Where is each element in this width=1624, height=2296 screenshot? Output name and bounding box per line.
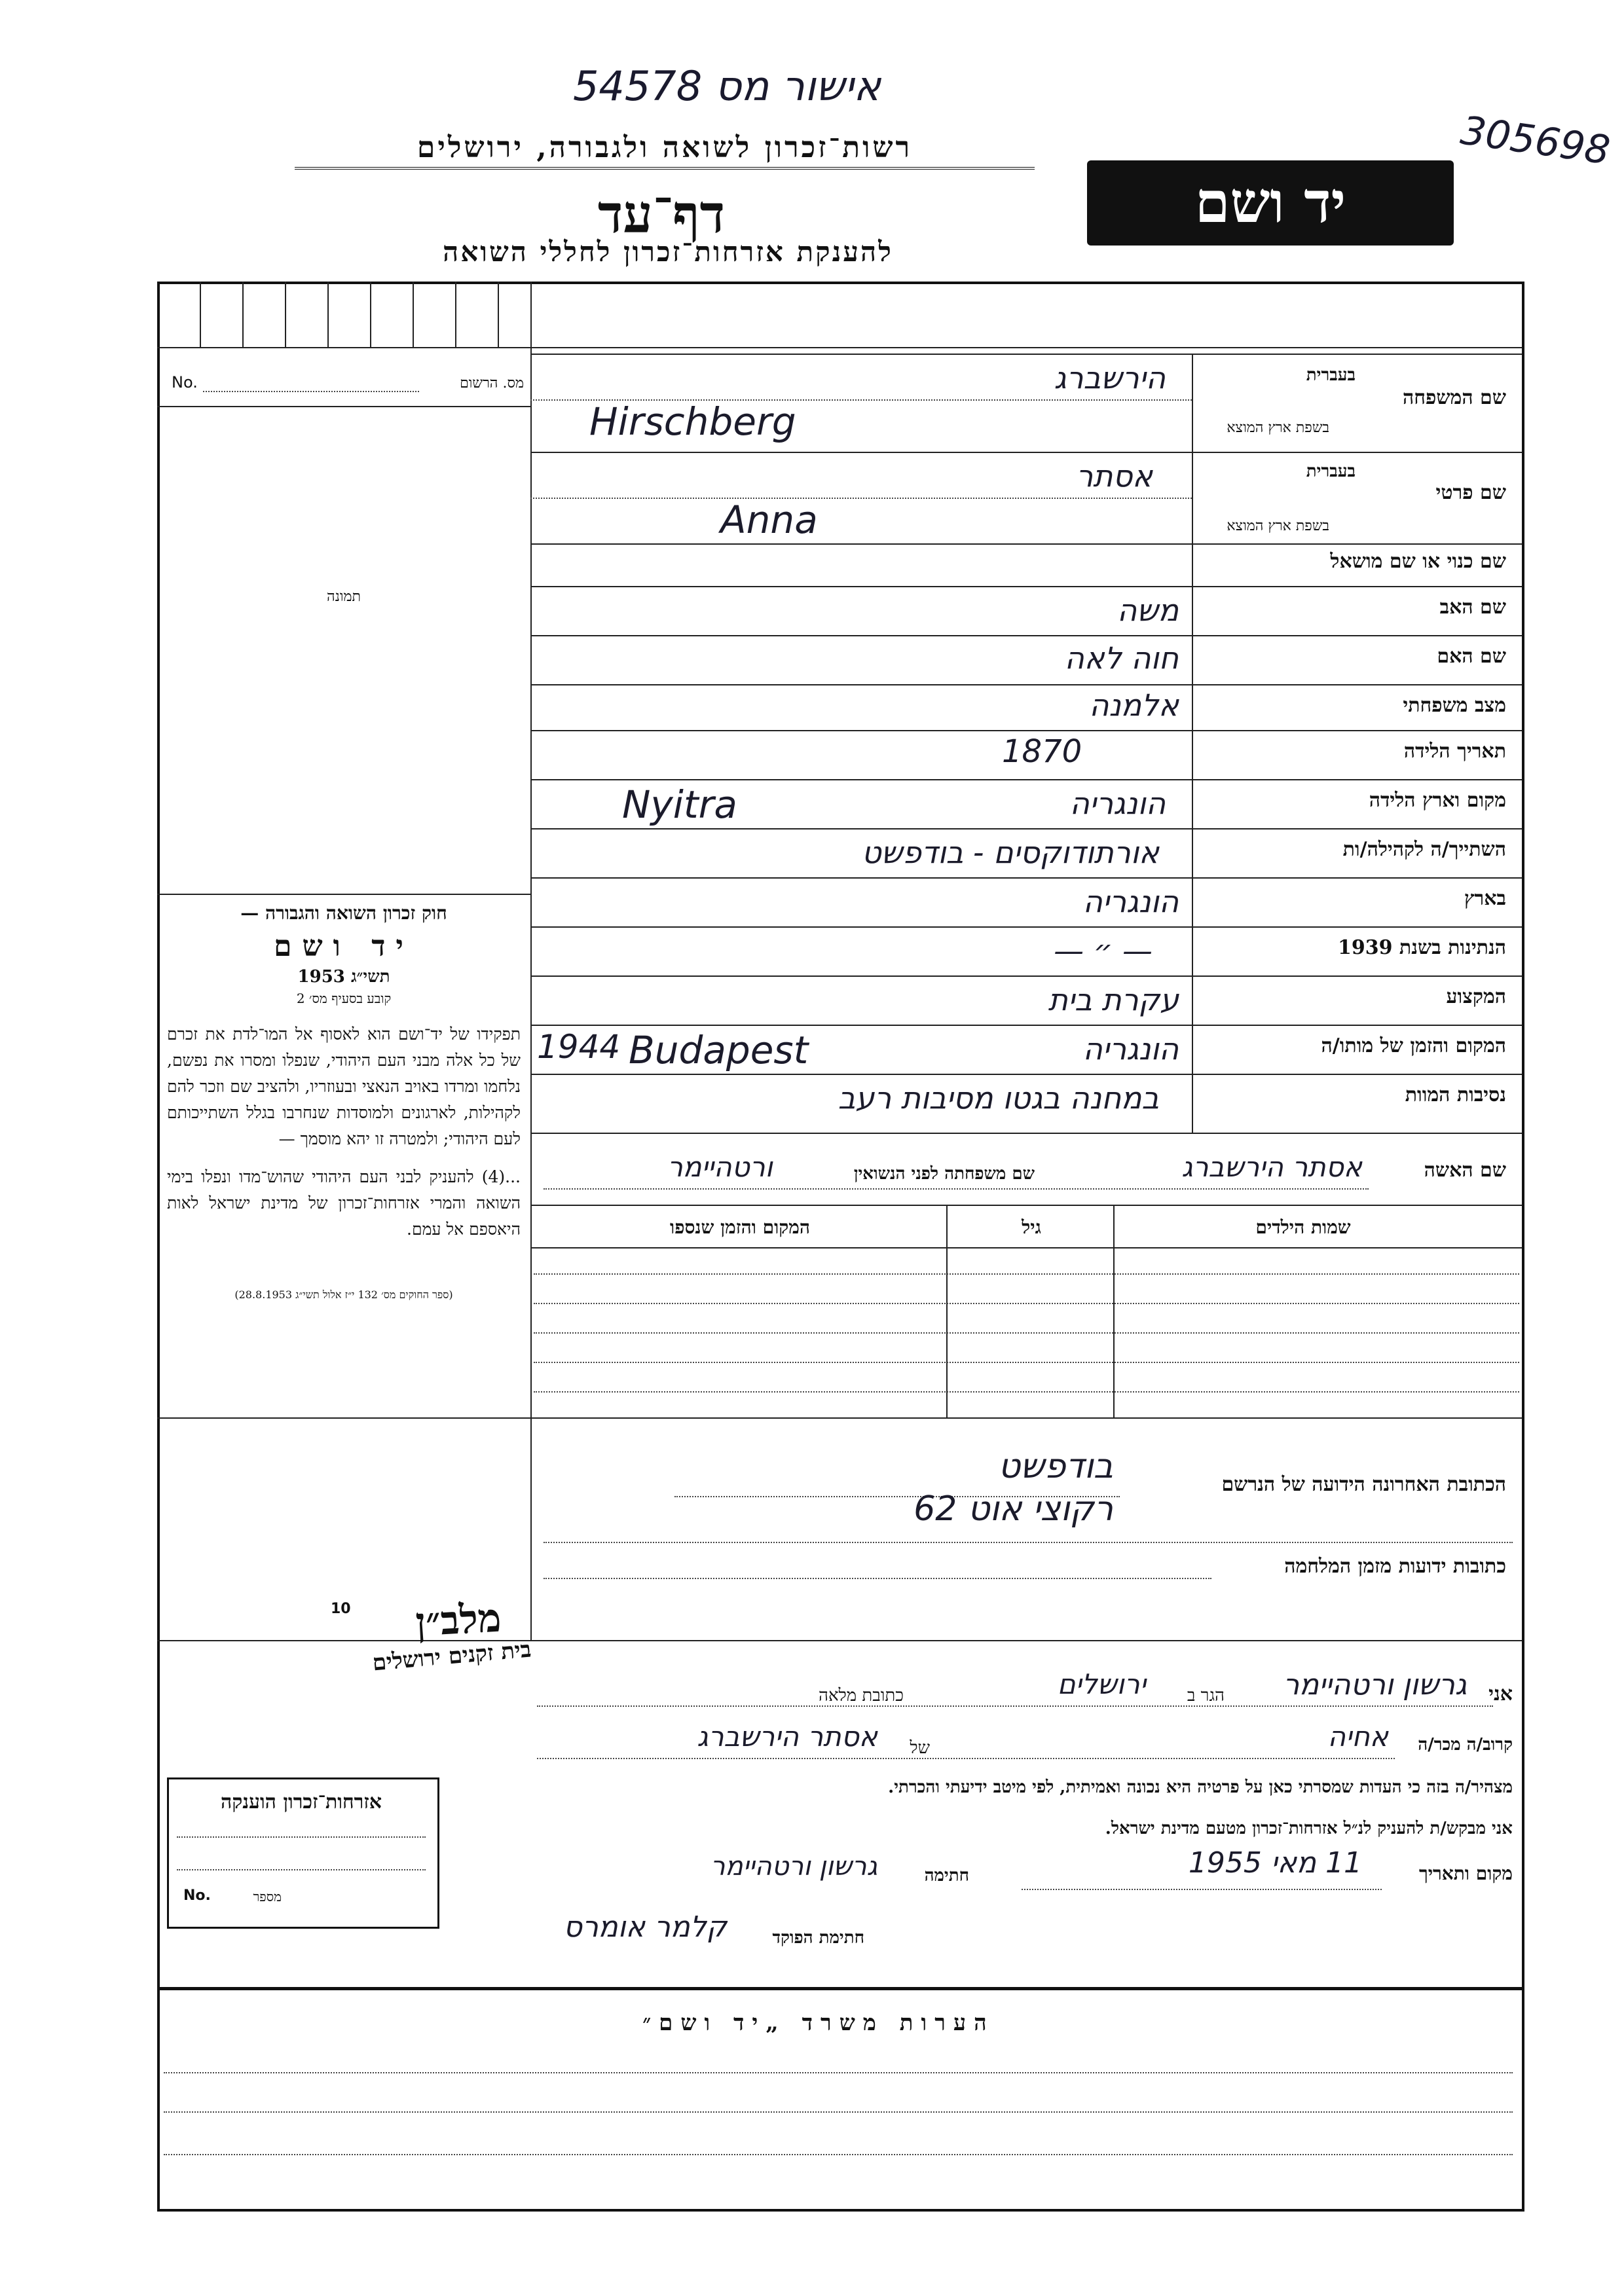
spouse-value: אסתר הירשברג (1181, 1151, 1362, 1183)
law-year: תשי״ג 1953 (297, 967, 390, 987)
of-label: של (910, 1738, 930, 1758)
death-place-label: המקום והזמן של מותו/ה (1321, 1034, 1506, 1057)
first-name-label: שם פרטי (1435, 481, 1506, 504)
death-cause-value: במחנה בגטו מסיבות רעב (838, 1080, 1159, 1116)
marital-value: אלמנה (1089, 687, 1179, 723)
community-value: אורתודוקסים - בודפשט (861, 835, 1159, 870)
first-name-hebrew-label: בעברית (1306, 462, 1356, 481)
last-address-line2: רקוצי אוט 62 (913, 1489, 1113, 1529)
form-subtitle: להענקת אזרחות־זכרון לחללי השואה (443, 236, 893, 268)
law-clause: ...(4) להעניק לבני העם היהודי שהוש־מדו ונפלו בימי השואה והמרי אזרחות־זכרון של מדינת ישראל לאות היאספם אל עמם. (167, 1167, 521, 1239)
request-text: אני מבקש/ת להעניק לנ״ל אזרחות־זכרון מטעם מדינת ישראל. (1105, 1819, 1513, 1838)
profession-value: עקרת בית (1048, 982, 1179, 1017)
relation-value: אחיה (1327, 1721, 1388, 1753)
stamp-line2: בית זקנים ירושלים (371, 1636, 532, 1677)
family-name-hebrew: הירשברג (1054, 360, 1166, 395)
law-block (167, 897, 521, 1302)
form-title: דף־עד (597, 183, 726, 245)
country-label: בארץ (1464, 887, 1506, 910)
birthplace-latin: Nyitra (622, 782, 737, 827)
law-name: יד ושם (274, 930, 414, 963)
death-year: 1944 (537, 1028, 621, 1066)
first-name-origin: Anna (720, 498, 818, 542)
birthplace-label: מקום וארץ הלידה (1369, 789, 1506, 812)
first-name-hebrew: אסתר (1076, 458, 1153, 494)
reg-no-en: No. (172, 373, 198, 392)
last-address-line1: בודפשט (998, 1447, 1113, 1486)
citizenship-value: — ״ — (1054, 933, 1153, 968)
corner-number: 305698 (1458, 107, 1613, 174)
citizenship-label: הנתינות בשנת 1939 (1337, 936, 1506, 959)
children-place-header: המקום והזמן שנספו (670, 1216, 810, 1238)
official-signature-value: קלמר אומרס (563, 1910, 727, 1944)
granted-box-no-en: No. (183, 1887, 211, 1904)
relative-label: קרוב/ה מכר/ה (1418, 1735, 1513, 1755)
family-name-label: שם המשפחה (1402, 386, 1506, 409)
full-address-label: כתובת מלאה (819, 1686, 904, 1705)
death-place-latin: Budapest (629, 1028, 809, 1072)
family-name-hebrew-label: בעברית (1306, 365, 1356, 385)
spouse-label: שם האשה (1424, 1159, 1506, 1182)
stamp-line1: מלב״ן (414, 1595, 503, 1646)
declarant-name: גרשון ורטהיימר (1283, 1668, 1467, 1702)
birth-date-label: תאריך הלידה (1403, 740, 1506, 763)
maiden-value: ורטהיימר (667, 1151, 773, 1183)
first-name-origin-label: בשפת ארץ המוצא (1227, 518, 1329, 534)
nickname-label: שם כנוי או שם מושאל (1330, 550, 1506, 573)
last-address-label: הכתובת האחרונה הידועה של הנרשם (1221, 1473, 1506, 1496)
official-signature-label: חתימת הפוקד (772, 1928, 864, 1948)
wartime-address-label: כתובות ידועות מזמן המלחמה (1284, 1555, 1506, 1578)
granted-box-no-label: מספר (253, 1889, 282, 1904)
father-label: שם האב (1439, 596, 1506, 619)
father-value: משה (1117, 592, 1179, 628)
marital-label: מצב משפחתי (1403, 694, 1506, 717)
office-notes-title: הערות משרד „יד ושם״ (642, 2010, 995, 2036)
authority-line: רשות־זכרון לשואה ולגבורה, ירושלים (295, 131, 1035, 170)
photo-label: תמונה (327, 589, 361, 605)
birthplace-value: הונגריה (1069, 786, 1166, 821)
country-value: הונגריה (1082, 884, 1179, 919)
profession-label: המקצוע (1446, 985, 1506, 1008)
declare-text: מצהיר/ה בזה כי העדות שמסרתי כאן על פרטיה היא נכונה ואמיתית, לפי מיטב ידיעתי והכרתי. (888, 1777, 1513, 1797)
community-label: השתייך/ה לקהילה/ות (1342, 838, 1506, 861)
law-reference: (ספר החוקים מס׳ 132 י״ז אלול תשי״ג 28.8.1953) (234, 1288, 453, 1301)
yad-vashem-logo: יד ושם (1087, 160, 1454, 246)
mother-label: שם האם (1437, 645, 1506, 668)
reg-no-label: מס. הרשום (460, 375, 524, 392)
family-name-origin: Hirschberg (589, 399, 796, 444)
stamp-number: 10 (331, 1601, 351, 1617)
approval-annotation: אישור מס 54578 (572, 62, 881, 110)
death-place-value: הונגריה (1082, 1031, 1179, 1066)
signature-value: גרשון ורטהיימר (710, 1851, 877, 1882)
birth-date-value: 1870 (1002, 733, 1082, 770)
signature-label: חתימה (924, 1866, 969, 1886)
i-label: אני (1488, 1683, 1513, 1705)
law-title: חוק זכרון השואה והגבורה — (240, 902, 447, 924)
death-cause-label: נסיבות המוות (1405, 1084, 1506, 1106)
family-name-origin-label: בשפת ארץ המוצא (1227, 420, 1329, 436)
resides-label: הגר ב (1187, 1686, 1225, 1705)
children-names-header: שמות הילדים (1255, 1216, 1351, 1238)
children-age-header: גיל (1022, 1216, 1041, 1238)
relative-of-value: אסתר הירשברג (697, 1721, 877, 1753)
place-date-label: מקום ותאריך (1418, 1863, 1513, 1884)
granted-box-title: אזרחות־זכרון הוענקה (220, 1791, 382, 1813)
date-value: 11 מאי 1955 (1188, 1846, 1362, 1880)
law-text: תפקידו של יד־ושם הוא לאסוף אל המו־לדת את זכרם של כל אלה מבני העם היהודי, שנפלו ומסרו את נפשם, נלחמו ומרדו באויב הנאצי ובעוזריו, ולהציב שם וזכר להם לקהילות, לארגונים ולמוסדות שנחרבו בגלל השתייכותם לעם היהודי; ולמטרה זו יהא מוסמך — (167, 1025, 521, 1148)
mother-value: חוה לאה (1064, 640, 1179, 676)
law-section: קובע בסעיף מס׳ 2 (296, 991, 392, 1006)
maiden-label: שם משפחתה לפני הנשואין (853, 1164, 1035, 1184)
resides-value: ירושלים (1057, 1668, 1146, 1700)
